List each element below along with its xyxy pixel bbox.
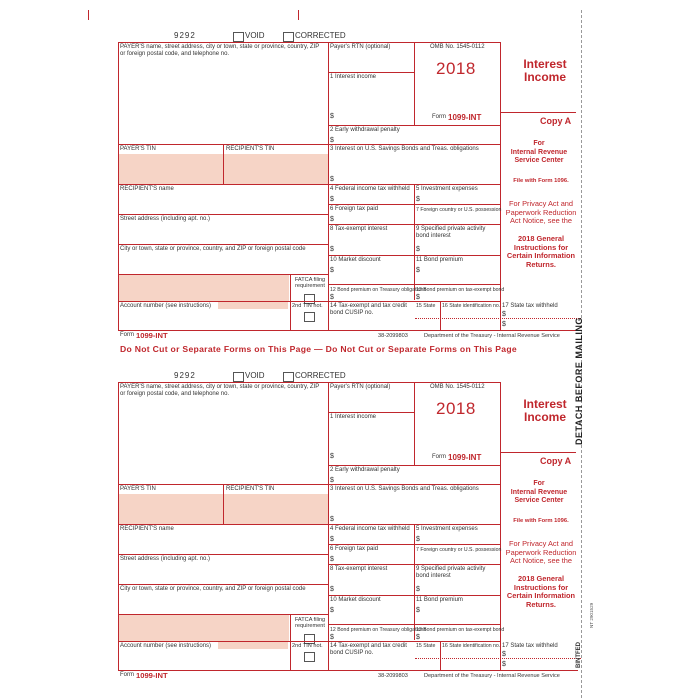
grid-line <box>290 274 291 330</box>
grid-line <box>500 452 576 453</box>
box17-label: 17 State tax withheld <box>502 643 558 649</box>
fatca-fill <box>119 275 289 301</box>
payer-rtn-field[interactable] <box>329 392 413 410</box>
state-divider <box>415 318 581 319</box>
second-tin-checkbox[interactable] <box>304 312 315 322</box>
grid-line <box>118 42 500 43</box>
box2-dollar: $ <box>330 137 334 144</box>
footer-department: Department of the Treasury - Internal Revenue Service <box>424 673 560 679</box>
fatca-fill <box>119 615 289 641</box>
payer-name-label: PAYER'S name, street address, city or town, state or province, country, ZIP or foreign postal code, and telephone no. <box>120 384 320 397</box>
city-label: City or town, state or province, country, and ZIP or foreign postal code <box>120 246 306 252</box>
second-tin-label: 2nd TIN not. <box>292 303 323 309</box>
box1-dollar: $ <box>330 453 334 460</box>
form-title-line1: Interest <box>523 397 567 411</box>
corrected-checkbox[interactable] <box>283 32 294 42</box>
box2-label: 2 Early withdrawal penalty <box>330 127 400 133</box>
box10-label: 10 Market discount <box>330 257 381 263</box>
payer-rtn-label: Payer's RTN (optional) <box>330 44 391 50</box>
box3-dollar: $ <box>330 176 334 183</box>
privacy-notice: For Privacy Act and Paperwork Reduction Act Notice, see the <box>505 199 577 226</box>
street-label: Street address (including apt. no.) <box>120 556 211 562</box>
footer-catalog: 38-2099803 <box>378 673 408 679</box>
box12-label: 12 Bond premium on Treasury obligations <box>330 627 427 633</box>
grid-line <box>328 42 329 330</box>
grid-line <box>440 301 441 330</box>
grid-line <box>440 641 441 670</box>
box10-label: 10 Market discount <box>330 597 381 603</box>
box15-label: 15 State <box>416 643 436 649</box>
brand-label: BINTFED <box>576 642 582 668</box>
recipient-tin-label: RECIPIENT'S TIN <box>226 146 275 152</box>
box5-label: 5 Investment expenses <box>416 186 478 192</box>
grid-line <box>328 564 500 565</box>
box6-label: 6 Foreign tax paid <box>330 546 379 552</box>
grid-line <box>118 554 328 555</box>
grid-line <box>414 42 415 125</box>
general-instructions: 2018 General Instructions for Certain Information Returns. <box>506 234 576 269</box>
box8-dollar: $ <box>330 246 334 253</box>
box7-label: 7 Foreign country or U.S. possession <box>416 547 502 553</box>
box13-dollar: $ <box>416 294 420 301</box>
form-title <box>510 58 580 84</box>
form-sheet <box>86 10 582 698</box>
grid-line <box>328 544 500 545</box>
grid-line <box>118 382 500 383</box>
payer-tin-label: PAYER'S TIN <box>120 146 156 152</box>
grid-line <box>328 412 414 413</box>
void-label: VOID <box>245 371 265 380</box>
grid-line <box>328 484 500 485</box>
box4-label: 4 Federal income tax withheld <box>330 186 410 192</box>
box1-dollar: $ <box>330 113 334 120</box>
payer-rtn-field[interactable] <box>329 52 413 70</box>
copy-label: Copy A <box>540 116 572 126</box>
account-label: Account number (see instructions) <box>120 303 212 309</box>
box9-label: 9 Specified private activity bond interest <box>416 226 486 239</box>
box17-dollar-2: $ <box>502 321 506 328</box>
box15-label: 15 State <box>416 303 436 309</box>
street-field[interactable] <box>119 224 327 244</box>
payer-tin-field[interactable] <box>119 154 223 184</box>
top-tick-mid <box>298 10 299 20</box>
box8-label: 8 Tax-exempt interest <box>330 226 388 232</box>
account-field[interactable] <box>119 650 289 670</box>
box8-label: 8 Tax-exempt interest <box>330 566 388 572</box>
for-irs-block <box>504 140 574 166</box>
omb-number: OMB No. 1545-0112 <box>430 44 485 50</box>
account-label: Account number (see instructions) <box>120 643 212 649</box>
form-code: 9292 <box>174 31 196 40</box>
box14-label: 14 Tax-exempt and tax credit bond CUSIP no. <box>330 303 407 316</box>
grid-line <box>118 244 328 245</box>
grid-line <box>118 184 500 185</box>
box17-dollar-1: $ <box>502 651 506 658</box>
file-with: File with Form 1096. <box>513 178 569 184</box>
tax-year: 2018 <box>436 59 476 78</box>
grid-line <box>328 382 329 670</box>
corrected-label: CORRECTED <box>295 31 346 40</box>
grid-line <box>118 524 500 525</box>
footer-department: Department of the Treasury - Internal Revenue Service <box>424 333 560 339</box>
payer-tin-label: PAYER'S TIN <box>120 486 156 492</box>
grid-line <box>118 670 500 671</box>
box10-dollar: $ <box>330 607 334 614</box>
grid-line <box>328 465 500 466</box>
city-field[interactable] <box>119 594 327 614</box>
for-label: For <box>533 140 545 147</box>
recipient-tin-field[interactable] <box>224 154 328 184</box>
box11-dollar: $ <box>416 607 420 614</box>
box13-dollar: $ <box>416 634 420 641</box>
state-divider <box>415 658 581 659</box>
box9-dollar: $ <box>416 586 420 593</box>
fatca-label: FATCA filing requirement <box>294 617 326 629</box>
void-label: VOID <box>245 31 265 40</box>
recipient-name-label: RECIPIENT'S name <box>120 186 174 192</box>
footer-form-number: 1099-INT <box>136 671 168 680</box>
second-tin-checkbox[interactable] <box>304 652 315 662</box>
box4-dollar: $ <box>330 196 334 203</box>
box1-label: 1 Interest income <box>330 414 377 420</box>
box14-label: 14 Tax-exempt and tax credit bond CUSIP no. <box>330 643 407 656</box>
box5-dollar: $ <box>416 536 420 543</box>
box11-label: 11 Bond premium <box>416 257 463 263</box>
box12-dollar: $ <box>330 294 334 301</box>
tax-year: 2018 <box>436 399 476 418</box>
box1-field[interactable] <box>337 82 413 122</box>
grid-line <box>328 624 500 625</box>
grid-line <box>118 330 500 331</box>
box1-field[interactable] <box>337 422 413 462</box>
form-label: Form <box>432 114 446 120</box>
box10-dollar: $ <box>330 267 334 274</box>
payer-tin-field[interactable] <box>119 494 223 524</box>
box13-label: 13 Bond premium on tax-exempt bond <box>416 627 505 633</box>
grid-line <box>500 670 578 671</box>
grid-line <box>328 204 500 205</box>
form-number: 1099-INT <box>448 113 482 122</box>
separator-text: Do Not Cut or Separate Forms on This Page — Do Not Cut or Separate Forms on This Page <box>120 344 517 354</box>
footer-form-label: Form <box>120 332 134 338</box>
second-tin-label: 2nd TIN not. <box>292 643 323 649</box>
grid-line <box>328 125 500 126</box>
city-label: City or town, state or province, country, and ZIP or foreign postal code <box>120 586 306 592</box>
box4-label: 4 Federal income tax withheld <box>330 526 410 532</box>
recipient-name-label: RECIPIENT'S name <box>120 526 174 532</box>
grid-line <box>118 301 500 302</box>
grid-line <box>500 112 576 113</box>
box6-dollar: $ <box>330 216 334 223</box>
box2-dollar: $ <box>330 477 334 484</box>
form-title-line2: Income <box>523 410 566 424</box>
form-copy-1 <box>86 30 582 340</box>
box4-dollar: $ <box>330 536 334 543</box>
irs-center: Internal Revenue Service Center <box>510 488 568 504</box>
box5-label: 5 Investment expenses <box>416 526 478 532</box>
box3-label: 3 Interest on U.S. Savings Bonds and Treas. obligations <box>330 486 479 492</box>
form-code: 9292 <box>174 371 196 380</box>
grid-line <box>118 214 328 215</box>
corrected-label: CORRECTED <box>295 371 346 380</box>
grid-line <box>118 584 328 585</box>
form-title <box>510 398 580 424</box>
box11-dollar: $ <box>416 267 420 274</box>
box7-label: 7 Foreign country or U.S. possession <box>416 207 502 213</box>
box12-label: 12 Bond premium on Treasury obligations <box>330 287 427 293</box>
box9-dollar: $ <box>416 246 420 253</box>
copy-label: Copy A <box>540 456 572 466</box>
grid-line <box>414 382 415 465</box>
grid-line <box>414 184 415 300</box>
for-label: For <box>533 480 545 487</box>
payer-name-field[interactable] <box>119 64 327 122</box>
grid-line <box>328 595 500 596</box>
void-checkbox[interactable] <box>233 32 244 42</box>
box8-dollar: $ <box>330 586 334 593</box>
privacy-notice: For Privacy Act and Paperwork Reduction Act Notice, see the <box>505 539 577 566</box>
omb-number: OMB No. 1545-0112 <box>430 384 485 390</box>
box6-label: 6 Foreign tax paid <box>330 206 379 212</box>
payer-rtn-label: Payer's RTN (optional) <box>330 384 391 390</box>
corrected-checkbox[interactable] <box>283 372 294 382</box>
box12-dollar: $ <box>330 634 334 641</box>
box2-label: 2 Early withdrawal penalty <box>330 467 400 473</box>
recipient-name-field[interactable] <box>119 194 327 214</box>
form-number: 1099-INT <box>448 453 482 462</box>
grid-line <box>500 330 578 331</box>
box1-label: 1 Interest income <box>330 74 377 80</box>
box13-label: 13 Bond premium on tax-exempt bond <box>416 287 505 293</box>
street-field[interactable] <box>119 564 327 584</box>
footer-catalog: 38-2099803 <box>378 333 408 339</box>
box16-label: 16 State identification no. <box>442 643 501 649</box>
account-field[interactable] <box>119 310 289 330</box>
box17-dollar-2: $ <box>502 661 506 668</box>
street-label: Street address (including apt. no.) <box>120 216 211 222</box>
form-title-line1: Interest <box>523 57 567 71</box>
grid-line <box>118 641 500 642</box>
form-title-line2: Income <box>523 70 566 84</box>
box3-dollar: $ <box>330 516 334 523</box>
general-instructions: 2018 General Instructions for Certain Information Returns. <box>506 574 576 609</box>
box11-label: 11 Bond premium <box>416 597 463 603</box>
detach-label: DETACH BEFORE MAILING <box>574 317 584 445</box>
city-field[interactable] <box>119 254 327 274</box>
top-tick-left <box>88 10 89 20</box>
for-irs-block <box>504 480 574 506</box>
box17-dollar-1: $ <box>502 311 506 318</box>
grid-line <box>328 224 500 225</box>
file-with: File with Form 1096. <box>513 518 569 524</box>
footer-form-label: Form <box>120 672 134 678</box>
box17-label: 17 State tax withheld <box>502 303 558 309</box>
grid-line <box>328 144 500 145</box>
recipient-name-field[interactable] <box>119 534 327 554</box>
box9-label: 9 Specified private activity bond interest <box>416 566 486 579</box>
fatca-label: FATCA filing requirement <box>294 277 326 289</box>
footer-form-number: 1099-INT <box>136 331 168 340</box>
recipient-tin-field[interactable] <box>224 494 328 524</box>
irs-center: Internal Revenue Service Center <box>510 148 568 164</box>
stock-code: NT 2901529 <box>589 602 594 628</box>
account-fill <box>218 642 288 649</box>
form-copy-2 <box>86 370 582 680</box>
account-fill <box>218 302 288 309</box>
grid-line <box>328 72 414 73</box>
box3-label: 3 Interest on U.S. Savings Bonds and Treas. obligations <box>330 146 479 152</box>
grid-line <box>328 255 500 256</box>
grid-line <box>414 524 415 640</box>
form-label: Form <box>432 454 446 460</box>
box6-dollar: $ <box>330 556 334 563</box>
payer-name-label: PAYER'S name, street address, city or town, state or province, country, ZIP or foreign postal code, and telephone no. <box>120 44 320 57</box>
grid-line <box>328 284 500 285</box>
void-checkbox[interactable] <box>233 372 244 382</box>
recipient-tin-label: RECIPIENT'S TIN <box>226 486 275 492</box>
box5-dollar: $ <box>416 196 420 203</box>
grid-line <box>290 614 291 670</box>
payer-name-field[interactable] <box>119 404 327 462</box>
box16-label: 16 State identification no. <box>442 303 501 309</box>
